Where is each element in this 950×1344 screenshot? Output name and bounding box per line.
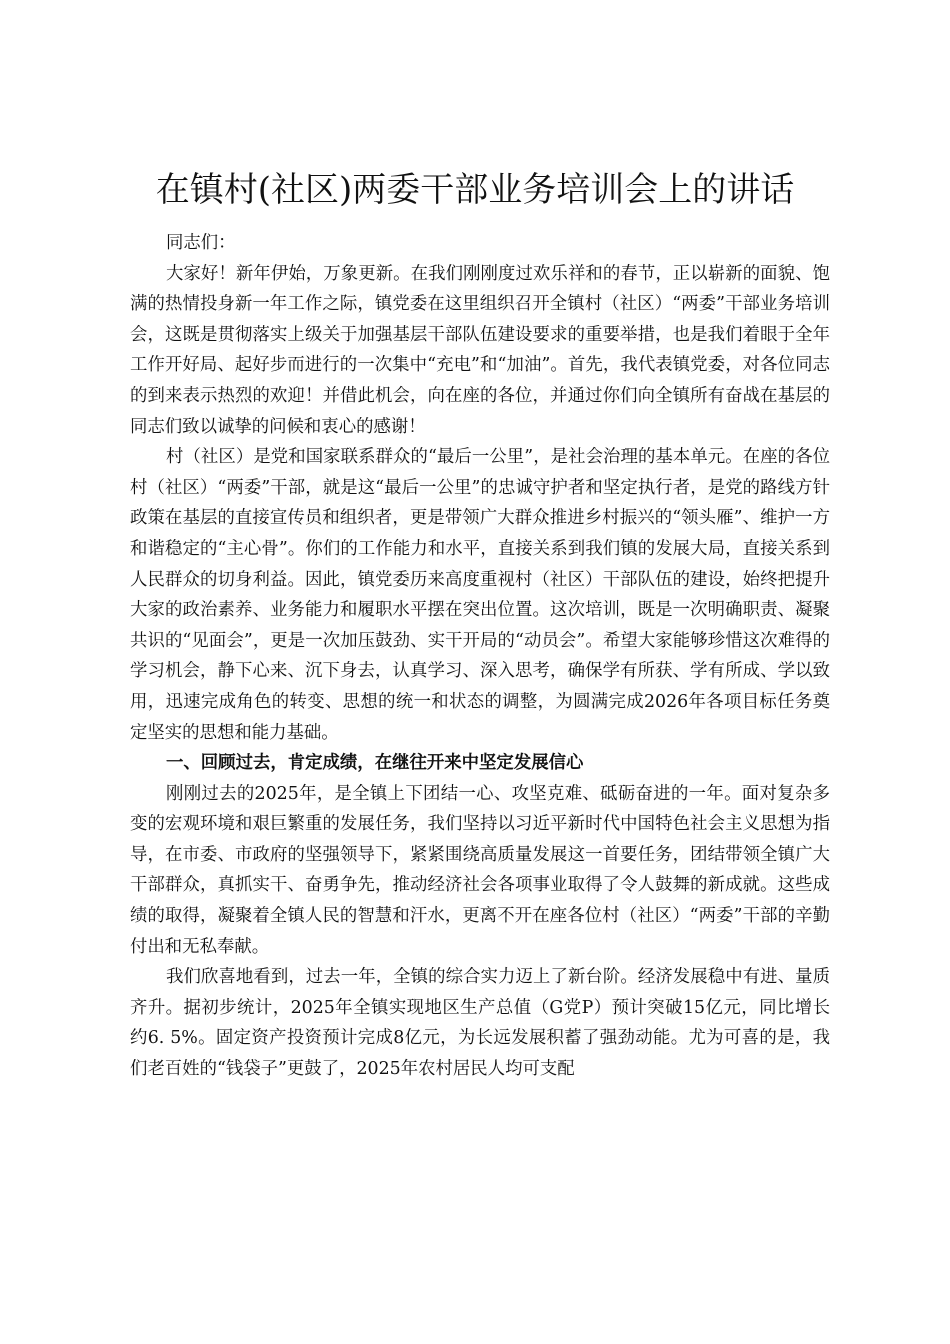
paragraph-opening: 大家好！新年伊始，万象更新。在我们刚刚度过欢乐祥和的春节，正以崭新的面貌、饱满的热情投身新一年工作之际，镇党委在这里组织召开全镇村（社区）“两委”干部业务培训会，这既是贯彻落实上级关于加强基层干部队伍建设要求的重要举措，也是我们着眼于全年工作开好局、起好步而进行的一次集中“充电”和“加油”。首先，我代表镇党委，对各位同志的到来表示热烈的欢迎！并借此机会，向在座的各位，并通过你们向全镇所有奋战在基层的同志们致以诚挚的问候和衷心的感谢！ [130,263,830,437]
paragraph-significance: 村（社区）是党和国家联系群众的“最后一公里”，是社会治理的基本单元。在座的各位村（社区）“两委”干部，就是这“最后一公里”的忠诚守护者和坚定执行者，是党的路线方针政策在基层的直接宣传员和组织者，更是带领广大群众推进乡村振兴的“领头雁”、维护一方和谐稳定的“主心骨”。你们的工作能力和水平，直接关系到我们镇的发展大局，直接关系到人民群众的切身利益。因此，镇党委历来高度重视村（社区）干部队伍的建设，始终把提升大家的政治素养、业务能力和履职水平摆在突出位置。这次培训，既是一次明确职责、凝聚共识的“见面会”，更是一次加压鼓劲、实干开局的“动员会”。希望大家能够珍惜这次难得的学习机会，静下心来、沉下身去，认真学习、深入思考，确保学有所获、学有所成、学以致用，迅速完成角色的转变、思想的统一和状态的调整，为圆满完成2026年各项目标任务奠定坚实的思想和能力基础。 [130,447,830,743]
document-body [130,228,830,1085]
document-title: 在镇村(社区)两委干部业务培训会上的讲话 [155,170,795,210]
paragraph-achievements: 我们欣喜地看到，过去一年，全镇的综合实力迈上了新台阶。经济发展稳中有进、量质齐升。据初步统计，2025年全镇实现地区生产总值（G党P）预计突破15亿元，同比增长约6. 5%。固定资产投资预计完成8亿元，为长远发展积蓄了强劲动能。尤为可喜的是，我们老百姓的“钱袋子”更鼓了，2025年农村居民人均可支配 [130,967,830,1080]
paragraph-review-2025: 刚刚过去的2025年，是全镇上下团结一心、攻坚克难、砥砺奋进的一年。面对复杂多变的宏观环境和艰巨繁重的发展任务，我们坚持以习近平新时代中国特色社会主义思想为指导，在市委、市政府的坚强领导下，紧紧围绕高质量发展这一首要任务，团结带领全镇广大干部群众，真抓实干、奋勇争先，推动经济社会各项事业取得了令人鼓舞的新成就。这些成绩的取得，凝聚着全镇人民的智慧和汗水，更离不开在座各位村（社区）“两委”干部的辛勤付出和无私奉献。 [130,783,830,957]
salutation: 同志们： [166,233,236,253]
section-heading-1: 一、回顾过去，肯定成绩，在继往开来中坚定发展信心 [166,753,584,774]
